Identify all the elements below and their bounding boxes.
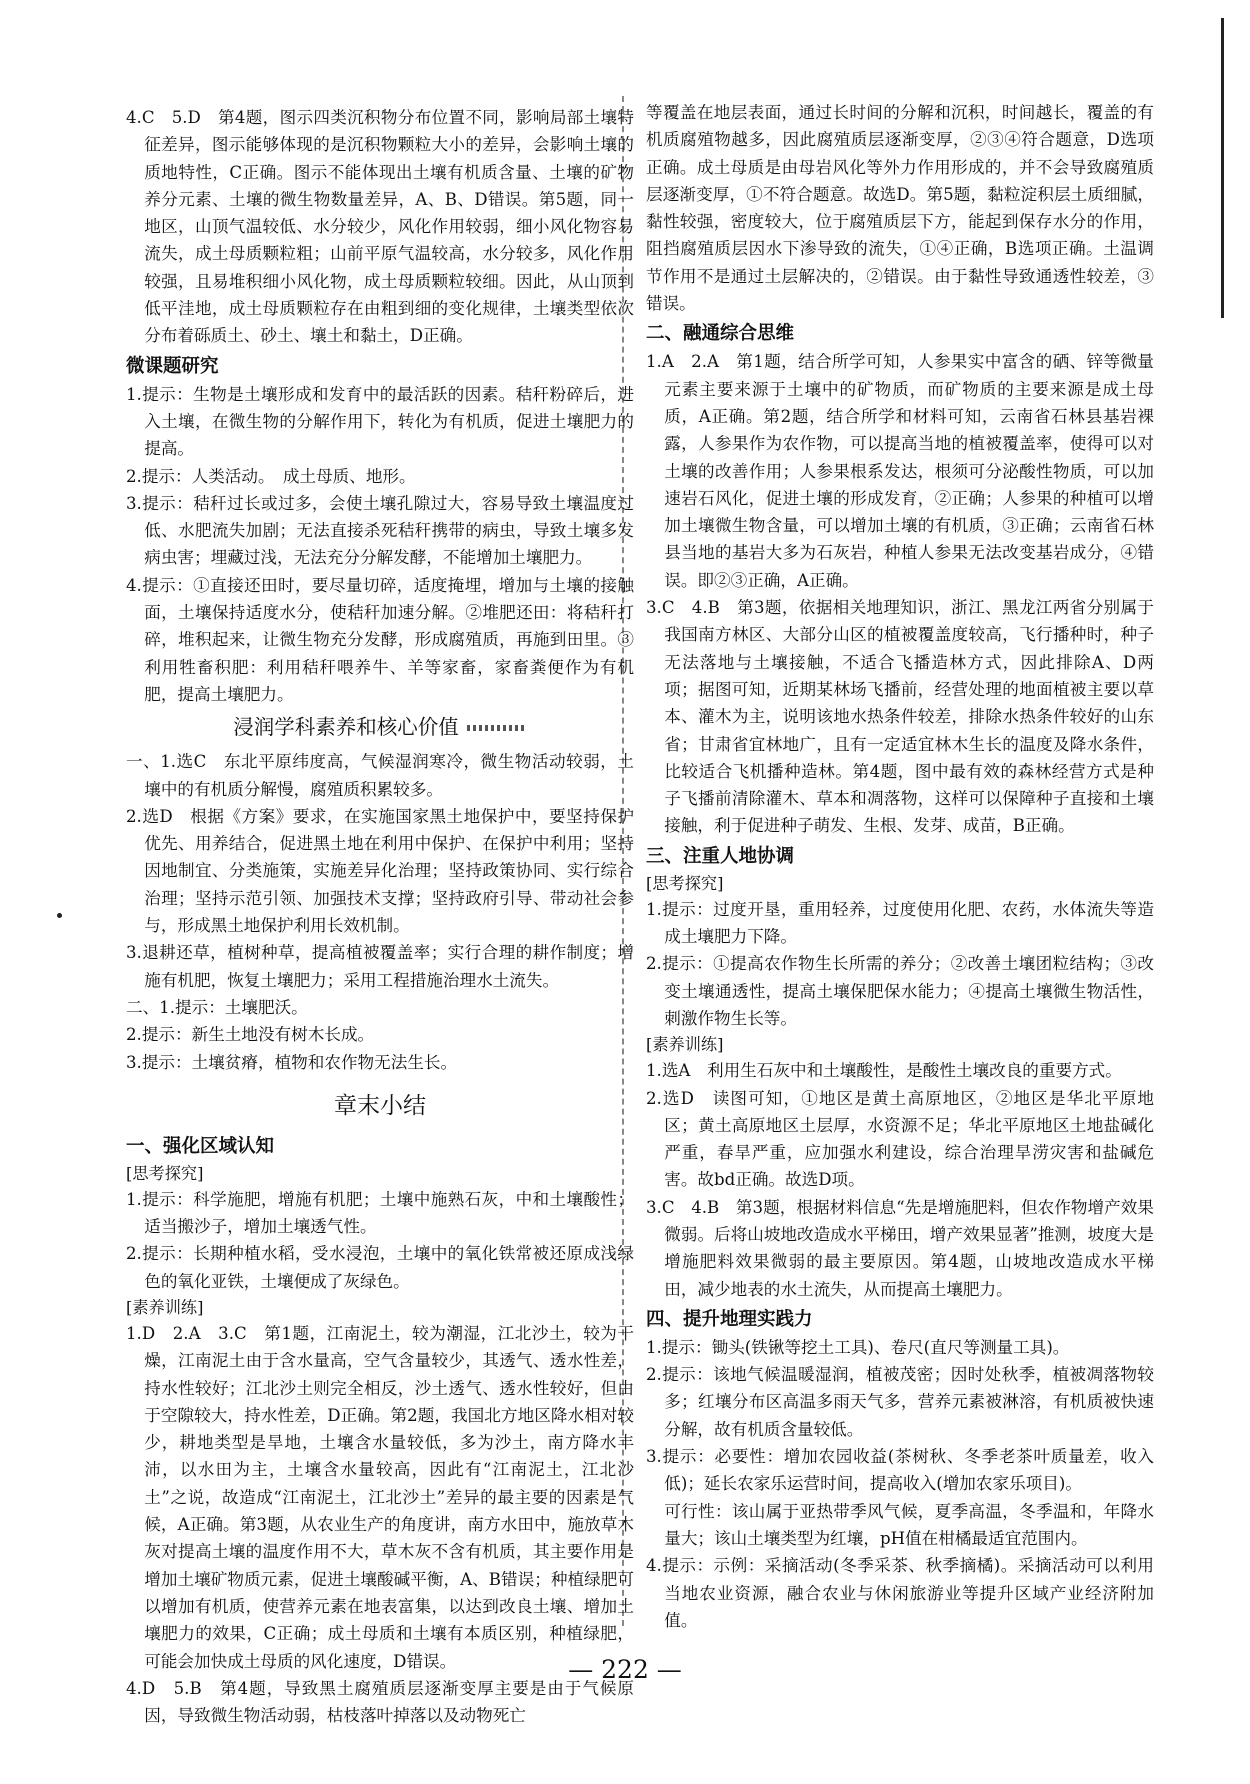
qianghua-q1: 1.提示：科学施肥，增施有机肥；土壤中施熟石灰，中和土壤酸性；适当搬沙子，增加土壤透气性。 [126,1189,634,1237]
zhuzhong-item-2: 2.提示：①提高农作物生长所需的养分；②改善土壤团粒结构；③改变土壤通透性，提高土壤保肥保水能力；④提高土壤微生物活性，刺激作物生长等。 [646,954,1154,1028]
jinrun-item-1: 一、1.选C 东北平原纬度高，气候湿润寒冷，微生物活动较弱，土壤中的有机质分解慢，腐殖质积累较多。 [126,752,634,799]
left-column [126,104,634,1729]
qianghua-q2: 2.提示：长期种植水稻，受水浸泡，土壤中的氧化铁常被还原成浅绿色的氧化亚铁，土壤便成了灰绿色。 [126,1244,634,1291]
section-tisheng: 四、提升地理实践力 [646,1308,813,1330]
tisheng-item-3a: 3.提示：必要性：增加农园收益(茶树秋、冬季老茶叶质量差，收入低)；延长农家乐运营时间，提高收入(增加农家乐项目)。 [646,1447,1154,1494]
tisheng-item-4: 4.提示：示例：采摘活动(冬季采茶、秋季摘橘)。采摘活动可以利用当地农业资源，融合农业与休闲旅游业等提升区域产业经济附加值。 [646,1556,1154,1630]
continued-answer-4-5: 等覆盖在地层表面，通过长时间的分解和沉积，时间越长，覆盖的有机质腐殖物越多，因此腐殖质层逐渐变厚，②③④符合题意，D选项正确。成土母质是由母岩风化等外力作用形成的，并不会导致腐殖质层逐渐变厚，①不符合题意。故选D。第5题，黏粒淀积层土质细腻，黏性较强，密度较大，位于腐殖质层下方，能起到保存水分的作用，阻挡腐殖质层因水下渗导致的流失，①④正确，B选项正确。土温调节作用不是通过土层解决的，②错误。由于黏性导致通透性较差，③错误。 [646,103,1154,314]
tisheng-item-2: 2.提示：该地气候温暖湿润，植被茂密；因时处秋季，植被凋落物较多；红壤分布区高温多雨天气多，营养元素被淋溶，有机质被快速分解，故有机质含量较低。 [646,1365,1154,1439]
right-column [646,99,1154,1634]
suyang-item-2: 2.选D 读图可知，①地区是黄土高原地区，②地区是华北平原地区；黄土高原地区土层厚，水资源不足；华北平原地区土地盐碱化严重，春旱严重，应加强水利建设，综合治理旱涝灾害和盐碱危害。故bd正确。故选D项。 [646,1088,1154,1190]
rongtong-3-4: 3.C 4.B 第3题，依据相关地理知识，浙江、黑龙江两省分别属于我国南方林区、大部分山区的植被覆盖度较高，飞行播种时，种子无法落地与土壤接触，不适合飞播造林方式，因此排除A、D两项；据图可知，近期某林场飞播前，经营处理的地面植被主要以草本、灌木为主，说明该地水热条件较差，排除水热条件较好的山东省；甘肃省宜林地广，且有一定适宜林木生长的温度及降水条件，比较适合飞机播种造林。第4题，图中最有效的森林经营方式是种子飞播前清除灌木、草本和凋落物，这样可以保障种子直接和土壤接触，利于促进种子萌发、生根、发芽、成苗，B正确。 [646,598,1154,836]
tisheng-item-1: 1.提示：锄头(铁锹等挖土工具)、卷尺(直尺等测量工具)。 [646,1337,1070,1357]
label-train-2: [素养训练] [646,1035,724,1055]
banner-ornament [467,725,527,731]
jinrun-item-3: 3.退耕还草，植树种草，提高植被覆盖率；实行合理的耕作制度；增施有机肥，恢复土壤肥力；采用工程措施治理水土流失。 [126,943,634,990]
label-train-1: [素养训练] [126,1297,204,1317]
er-item-2: 2.提示：新生土地没有树木长成。 [126,1025,375,1045]
tisheng-item-3b: 可行性：该山属于亚热带季风气候，夏季高温，冬季温和，年降水量大；该山土壤类型为红壤，pH值在柑橘最适宜范围内。 [664,1501,1154,1548]
scan-dot [57,913,62,918]
chapter-summary-title: 章末小结 [334,1092,426,1119]
banner-core-values [126,710,634,744]
er-item-3: 3.提示：土壤贫瘠，植物和农作物无法生长。 [126,1052,458,1072]
weike-item-2: 2.提示：人类活动。 成土母质、地形。 [126,466,416,486]
jinrun-item-2: 2.选D 根据《方案》要求，在实施国家黑土地保护中，要坚持保护优先、用养结合，促进黑土地在利用中保护、在保护中利用；坚持因地制宜、分类施策，实施差异化治理；坚持政策协同、实行综合治理；坚持示范引领、加强技术支撑；坚持政府引导、带动社会参与，形成黑土地保护利用长效机制。 [126,806,634,936]
section-rongtong: 二、融通综合思维 [646,323,795,345]
er-item-1: 二、1.提示：土壤肥沃。 [126,997,308,1017]
weike-item-3: 3.提示：秸秆过长或过多，会使土壤孔隙过大，容易导致土壤温度过低、水肥流失加剧；无法直接杀死秸秆携带的病虫，导致土壤多发病虫害；埋藏过浅，无法充分分解发酵，不能增加土壤肥力。 [126,493,634,568]
zhuzhong-item-1: 1.提示：过度开垦，重用轻养，过度使用化肥、农药，水体流失等造成土壤肥力下降。 [646,899,1154,947]
train-answer-1-3: 1.D 2.A 3.C 第1题，江南泥土，较为潮湿，江北沙土，较为干燥，江南泥土由于含水量高，空气含量较少，其透气、透水性差，持水性较好；江北沙土则完全相反，沙土透气、透水性较好，但由于空隙较大，持水性差，D正确。第2题，我国北方地区降水相对较少，耕地类型是旱地，土壤含水量较低，多为沙土，南方降水丰沛，以水田为主，土壤含水量较高，因此有“江南泥土，江北沙土”之说，故造成“江南泥土，江北沙土”差异的最主要的因素是气候，A正确。第3题，从农业生产的角度讲，南方水田中，施放草木灰对提高土壤的温度作用不大，草木灰不含有机质，其主要作用是增加土壤矿物质元素，促进土壤酸碱平衡，A、B错误；种植绿肥可以增加有机质，使营养元素在地表富集，以达到改良土壤、增加土壤肥力的效果，C正确；成土母质和土壤有本质区别，种植绿肥，可能会加快成土母质的风化速度，D错误。 [126,1323,634,1671]
page-number: — 222 — [568,1655,682,1684]
right-edge-mark [1221,18,1224,318]
weike-item-4: 4.提示：①直接还田时，要尽量切碎，适度掩埋，增加与土壤的接触面，土壤保持适度水分，使秸秆加速分解。②堆肥还田：将秸秆打碎，堆积起来，让微生物充分发酵，形成腐殖质，再施到田里。③利用牲畜积肥：利用秸秆喂养牛、羊等家畜，家畜粪便作为有机肥，提高土壤肥力。 [126,575,634,704]
suyang-item-1: 1.选A 利用生石灰中和土壤酸性，是酸性土壤改良的重要方式。 [646,1061,1122,1081]
suyang-item-3-4: 3.C 4.B 第3题，根据材料信息“先是增施肥料，但农作物增产效果微弱。后将山坡地改造成水平梯田，增产效果显著”推测，坡度大是增施肥料效果微弱的最主要原因。第4题，山坡地改造成水平梯田，减少地表的水土流失，从而提高土壤肥力。 [646,1197,1154,1299]
section-zhuzhong: 三、注重人地协调 [646,845,795,867]
section-qianghua: 一、强化区域认知 [126,1135,275,1157]
answer-4-5: 4.C 5.D 第4题，图示四类沉积物分布位置不同，影响局部土壤特征差异，图示能够体现的是沉积物颗粒大小的差异，会影响土壤的质地特性，C正确。图示不能体现出土壤有机质含量、土壤的矿物养分元素、土壤的微生物数量差异，A、B、D错误。第5题，同一地区，山顶气温较低、水分较少，风化作用较弱，细小风化物容易流失，成土母质颗粒粗；山前平原气温较高，水分较多，风化作用较强，且易堆积细小风化物，成土母质颗粒较细。因此，从山顶到低平洼地，成土母质颗粒存在由粗到细的变化规律，土壤类型依次分布着砾质土、砂土、壤土和黏土，D正确。 [126,108,634,346]
section-weike: 微课题研究 [126,355,219,377]
banner-title: 浸润学科素养和核心价值 [233,715,459,740]
rongtong-1-2: 1.A 2.A 第1题，结合所学可知，人参果实中富含的硒、锌等微量元素主要来源于土壤中的矿物质，而矿物质的主要来源是成土母质，A正确。第2题，结合所学和材料可知，云南省石林县基岩裸露，人参果作为农作物，可以提高当地的植被覆盖率，使得可以对土壤的改善作用；人参果根系发达，根须可分泌酸性物质，可以加速岩石风化，促进土壤的形成发育，②正确；人参果的种植可以增加土壤微生物含量，可以增加土壤的有机质，③正确；云南省石林县当地的基岩大多为石灰岩，种植人参果无法改变基岩成分，④错误。即②③正确，A正确。 [646,352,1154,590]
label-think-1: [思考探究] [126,1163,204,1183]
label-think-2: [思考探究] [646,873,724,893]
train-answer-4-5: 4.D 5.B 第4题，导致黑土腐殖质层逐渐变厚主要是由于气候原因，导致微生物活动弱，枯枝落叶掉落以及动物死亡 [126,1678,634,1726]
weike-item-1: 1.提示：生物是土壤形成和发育中的最活跃的因素。秸秆粉碎后，进入土壤，在微生物的分解作用下，转化为有机质，促进土壤肥力的提高。 [126,384,634,459]
